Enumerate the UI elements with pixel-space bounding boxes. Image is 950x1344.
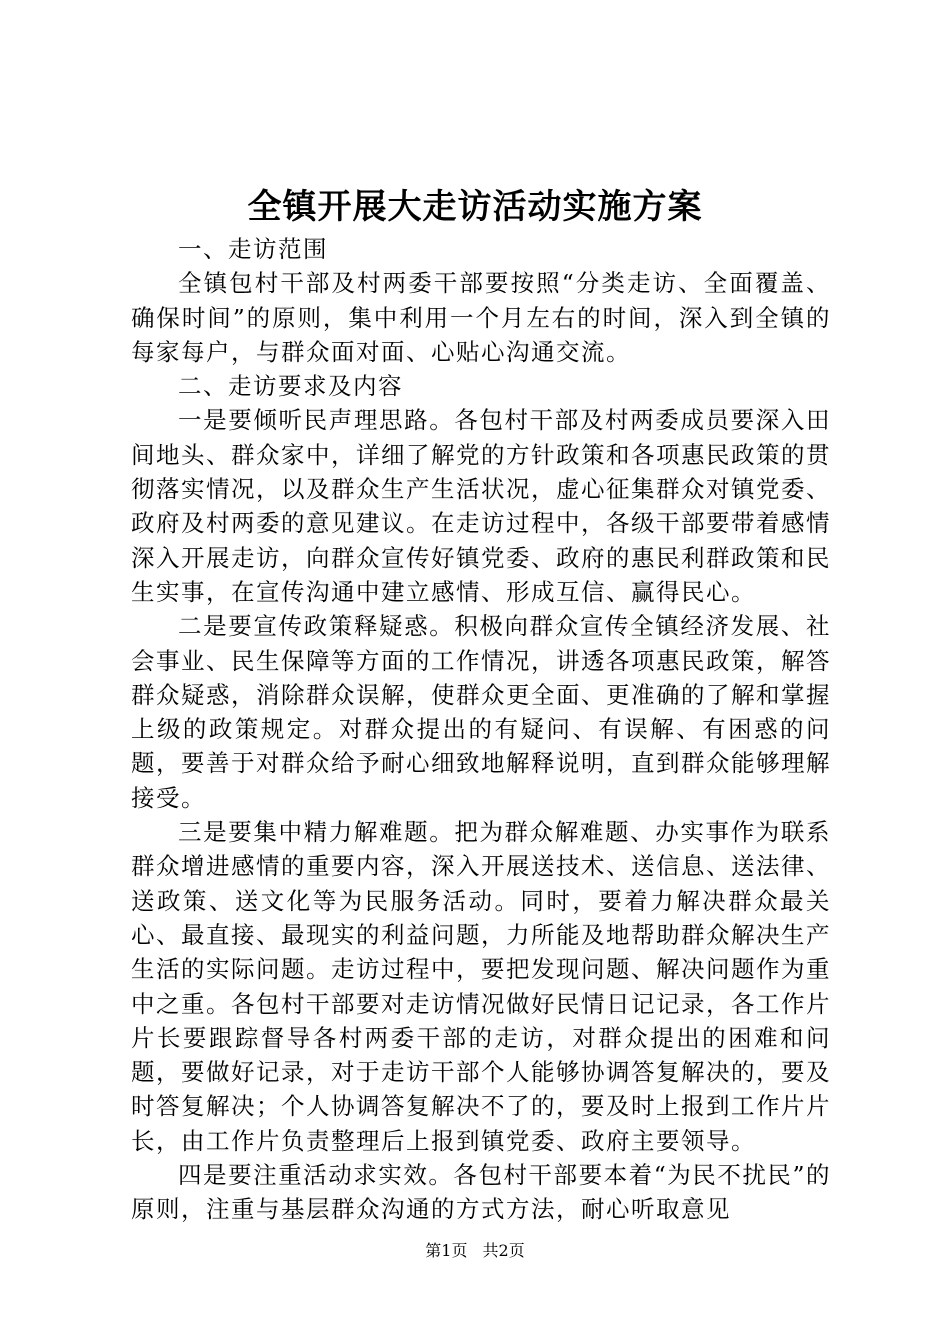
document-body (131, 232, 831, 1227)
paragraph-point-4: 四是要注重活动求实效。各包村干部要本着“为民不扰民”的原则，注重与基层群众沟通的方式方法，耐心听取意见 (131, 1161, 831, 1224)
page-number-current: 第1页 (425, 1241, 468, 1260)
paragraph-point-1: 一是要倾听民声理思路。各包村干部及村两委成员要深入田间地头、群众家中，详细了解党的方针政策和各项惠民政策的贯彻落实情况，以及群众生产生活状况，虚心征集群众对镇党委、政府及村两委的意见建议。在走访过程中，各级干部要带着感情深入开展走访，向群众宣传好镇党委、政府的惠民利群政策和民生实事，在宣传沟通中建立感情、形成互信、赢得民心。 (131, 406, 831, 606)
page-number-total: 共2页 (482, 1241, 525, 1260)
section-heading-requirements: 二、走访要求及内容 (178, 372, 403, 401)
paragraph-point-3: 三是要集中精力解难题。把为群众解难题、办实事作为联系群众增进感情的重要内容，深入开展送技术、送信息、送法律、送政策、送文化等为民服务活动。同时，要着力解决群众最关心、最直接、最现实的利益问题，力所能及地帮助群众解决生产生活的实际问题。走访过程中，要把发现问题、解决问题作为重中之重。各包村干部要对走访情况做好民情日记记录，各工作片片长要跟踪督导各村两委干部的走访，对群众提出的困难和问题，要做好记录，对于走访干部个人能够协调答复解决的，要及时答复解决；个人协调答复解决不了的，要及时上报到工作片片长，由工作片负责整理后上报到镇党委、政府主要领导。 (131, 818, 831, 1155)
section-heading-scope: 一、走访范围 (178, 235, 328, 263)
paragraph-point-2: 二是要宣传政策释疑惑。积极向群众宣传全镇经济发展、社会事业、民生保障等方面的工作情况，讲透各项惠民政策，解答群众疑惑，消除群众误解，使群众更全面、更准确的了解和掌握上级的政策规定。对群众提出的有疑问、有误解、有困惑的问题，要善于对群众给予耐心细致地解释说明，直到群众能够理解接受。 (131, 612, 831, 812)
document-title: 全镇开展大走访活动实施方案 (247, 187, 703, 227)
page-footer (0, 1239, 950, 1263)
paragraph-scope: 全镇包村干部及村两委干部要按照“分类走访、全面覆盖、确保时间”的原则，集中利用一个月左右的时间，深入到全镇的每家每户，与群众面对面、心贴心沟通交流。 (131, 269, 831, 366)
